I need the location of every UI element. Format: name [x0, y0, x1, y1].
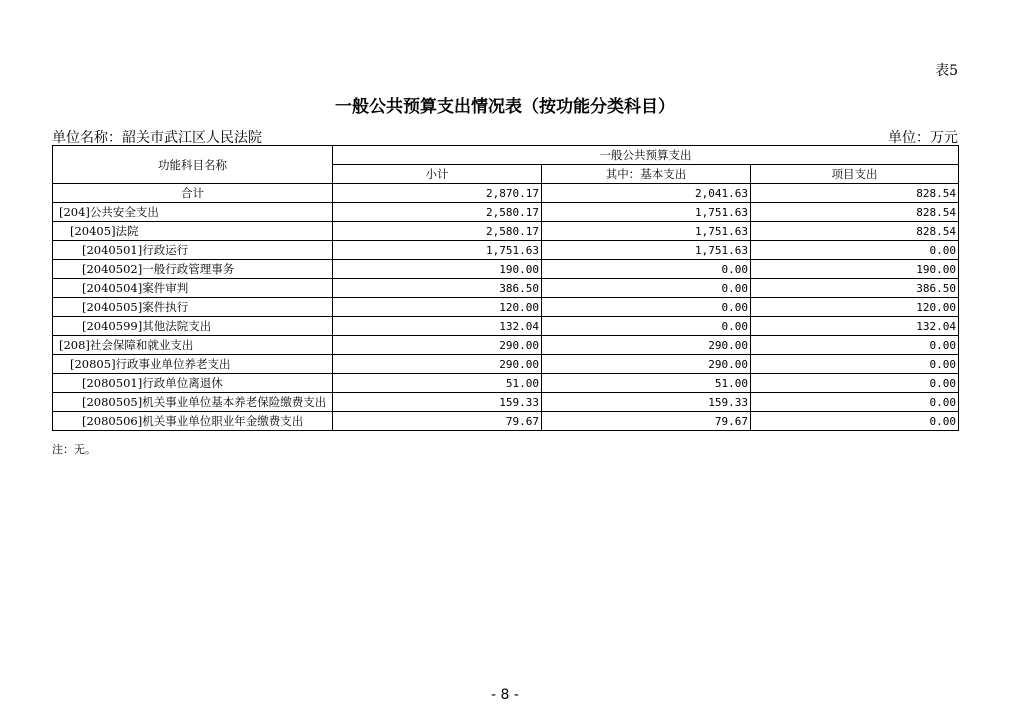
table-row: [53, 222, 959, 241]
row-project: 0.00: [751, 336, 959, 355]
row-basic: 0.00: [542, 279, 751, 298]
row-name: [204]公共安全支出: [53, 203, 333, 222]
row-name: [2080505]机关事业单位基本养老保险缴费支出: [53, 393, 333, 412]
row-project: 828.54: [751, 222, 959, 241]
row-subtotal: 120.00: [333, 298, 542, 317]
row-project: 190.00: [751, 260, 959, 279]
row-basic: 159.33: [542, 393, 751, 412]
page-title: 一般公共预算支出情况表（按功能分类科目）: [335, 97, 675, 117]
header-project: 项目支出: [751, 165, 959, 184]
row-name: [2040501]行政运行: [53, 241, 333, 260]
row-project: 132.04: [751, 317, 959, 336]
total-row: [53, 184, 959, 203]
row-project: 0.00: [751, 374, 959, 393]
row-name: [2040504]案件审判: [53, 279, 333, 298]
row-basic: 0.00: [542, 298, 751, 317]
row-project: 828.54: [751, 203, 959, 222]
row-subtotal: 79.67: [333, 412, 542, 431]
row-name: [20805]行政事业单位养老支出: [53, 355, 333, 374]
row-name: [2040502]一般行政管理事务: [53, 260, 333, 279]
row-project: 0.00: [751, 241, 959, 260]
row-basic: 1,751.63: [542, 222, 751, 241]
row-subtotal: 2,580.17: [333, 203, 542, 222]
row-subtotal: 159.33: [333, 393, 542, 412]
page-number: - 8 -: [491, 687, 519, 703]
header-group: 一般公共预算支出: [333, 146, 959, 165]
currency-unit: 单位：万元: [888, 130, 958, 146]
row-subtotal: 386.50: [333, 279, 542, 298]
row-subtotal: 290.00: [333, 355, 542, 374]
table-row: [53, 374, 959, 393]
table-row: [53, 279, 959, 298]
table-row: [53, 203, 959, 222]
table-number: 表5: [935, 63, 958, 79]
row-subtotal: 51.00: [333, 374, 542, 393]
table-row: [53, 412, 959, 431]
row-basic: 290.00: [542, 355, 751, 374]
table-row: [53, 298, 959, 317]
table-row: [53, 355, 959, 374]
row-subtotal: 1,751.63: [333, 241, 542, 260]
row-basic: 290.00: [542, 336, 751, 355]
budget-table: [52, 145, 959, 431]
total-subtotal: 2,870.17: [333, 184, 542, 203]
unit-name: 单位名称：韶关市武江区人民法院: [52, 130, 262, 146]
row-name: [2040599]其他法院支出: [53, 317, 333, 336]
row-subtotal: 2,580.17: [333, 222, 542, 241]
row-basic: 51.00: [542, 374, 751, 393]
row-basic: 0.00: [542, 317, 751, 336]
row-project: 386.50: [751, 279, 959, 298]
total-basic: 2,041.63: [542, 184, 751, 203]
table-row: [53, 317, 959, 336]
row-basic: 1,751.63: [542, 203, 751, 222]
row-project: 0.00: [751, 355, 959, 374]
row-basic: 1,751.63: [542, 241, 751, 260]
row-name: [2080506]机关事业单位职业年金缴费支出: [53, 412, 333, 431]
row-project: 120.00: [751, 298, 959, 317]
table-row: [53, 393, 959, 412]
row-name: [2040505]案件执行: [53, 298, 333, 317]
row-subtotal: 132.04: [333, 317, 542, 336]
header-subtotal: 小计: [333, 165, 542, 184]
row-name: [2080501]行政单位离退休: [53, 374, 333, 393]
row-basic: 79.67: [542, 412, 751, 431]
total-project: 828.54: [751, 184, 959, 203]
header-func-name: 功能科目名称: [53, 146, 333, 184]
table-note: 注：无。: [52, 443, 96, 456]
row-subtotal: 290.00: [333, 336, 542, 355]
row-name: [208]社会保障和就业支出: [53, 336, 333, 355]
row-basic: 0.00: [542, 260, 751, 279]
row-subtotal: 190.00: [333, 260, 542, 279]
table-row: [53, 241, 959, 260]
total-label: 合计: [53, 184, 333, 203]
row-project: 0.00: [751, 412, 959, 431]
row-name: [20405]法院: [53, 222, 333, 241]
table-row: [53, 336, 959, 355]
header-basic: 其中：基本支出: [542, 165, 751, 184]
row-project: 0.00: [751, 393, 959, 412]
table-row: [53, 260, 959, 279]
